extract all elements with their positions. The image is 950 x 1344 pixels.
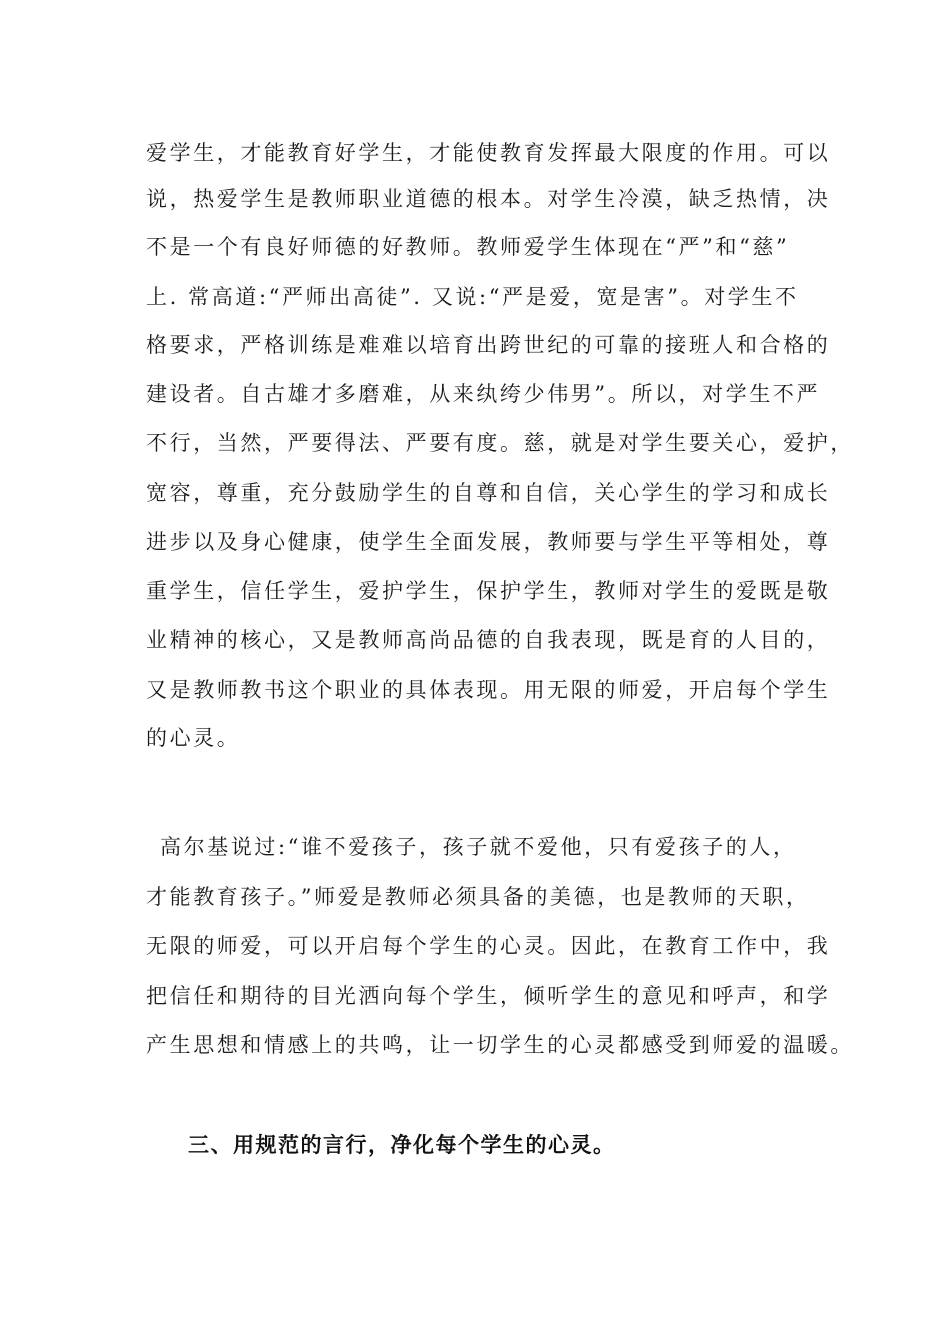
paragraph1-line-6: 建设者。自古雄才多磨难，从来纨绔少伟男”。所以，对学生不严 <box>146 382 821 406</box>
paragraph1-line-12: 又是教师教书这个职业的具体表现。用无限的师爱，开启每个学生 <box>146 678 831 702</box>
paragraph1-line-9: 进步以及身心健康，使学生全面发展，教师要与学生平等相处，尊 <box>146 530 831 554</box>
paragraph1-line-11: 业精神的核心，又是教师高尚品德的自我表现，既是育的人目的， <box>146 628 831 652</box>
paragraph2-line-2: 才能教育孩子。”师爱是教师必须具备的美德，也是教师的天职， <box>146 885 810 909</box>
paragraph1-line-5: 格要求，严格训练是难难以培育出跨世纪的可靠的接班人和合格的 <box>146 333 831 357</box>
section-heading-3: 三、用规范的言行，净化每个学生的心灵。 <box>188 1133 616 1157</box>
paragraph2-line-5: 产生思想和情感上的共鸣，让一切学生的心灵都感受到师爱的温暖。 <box>146 1033 854 1057</box>
paragraph1-line-2: 说，热爱学生是教师职业道德的根本。对学生冷漠，缺乏热情，决 <box>146 187 831 211</box>
paragraph1-line-7: 不行，当然，严要得法、严要有度。慈，就是对学生要关心，爱护， <box>146 431 854 455</box>
paragraph1-line-1: 爱学生，才能教育好学生，才能使教育发挥最大限度的作用。可以 <box>146 141 831 165</box>
paragraph1-line-13: 的心灵。 <box>146 726 241 750</box>
paragraph1-line-3: 不是一个有良好师德的好教师。教师爱学生体现在“严”和“慈” <box>146 235 790 259</box>
paragraph1-line-8: 宽容，尊重，充分鼓励学生的自尊和自信，关心学生的学习和成长 <box>146 481 831 505</box>
paragraph2-line-4: 把信任和期待的目光洒向每个学生，倾听学生的意见和呼声，和学 <box>146 984 831 1008</box>
paragraph2-line-3: 无限的师爱，可以开启每个学生的心灵。因此，在教育工作中，我 <box>146 934 831 958</box>
paragraph1-line-10: 重学生，信任学生，爱护学生，保护学生，教师对学生的爱既是敬 <box>146 579 831 603</box>
paragraph1-line-4: 上. 常高道:“严师出高徒”. 又说:“严是爱，宽是害”。对学生不 <box>146 285 799 309</box>
paragraph2-line-1: 高尔基说过:“谁不爱孩子，孩子就不爱他，只有爱孩子的人， <box>160 835 797 859</box>
